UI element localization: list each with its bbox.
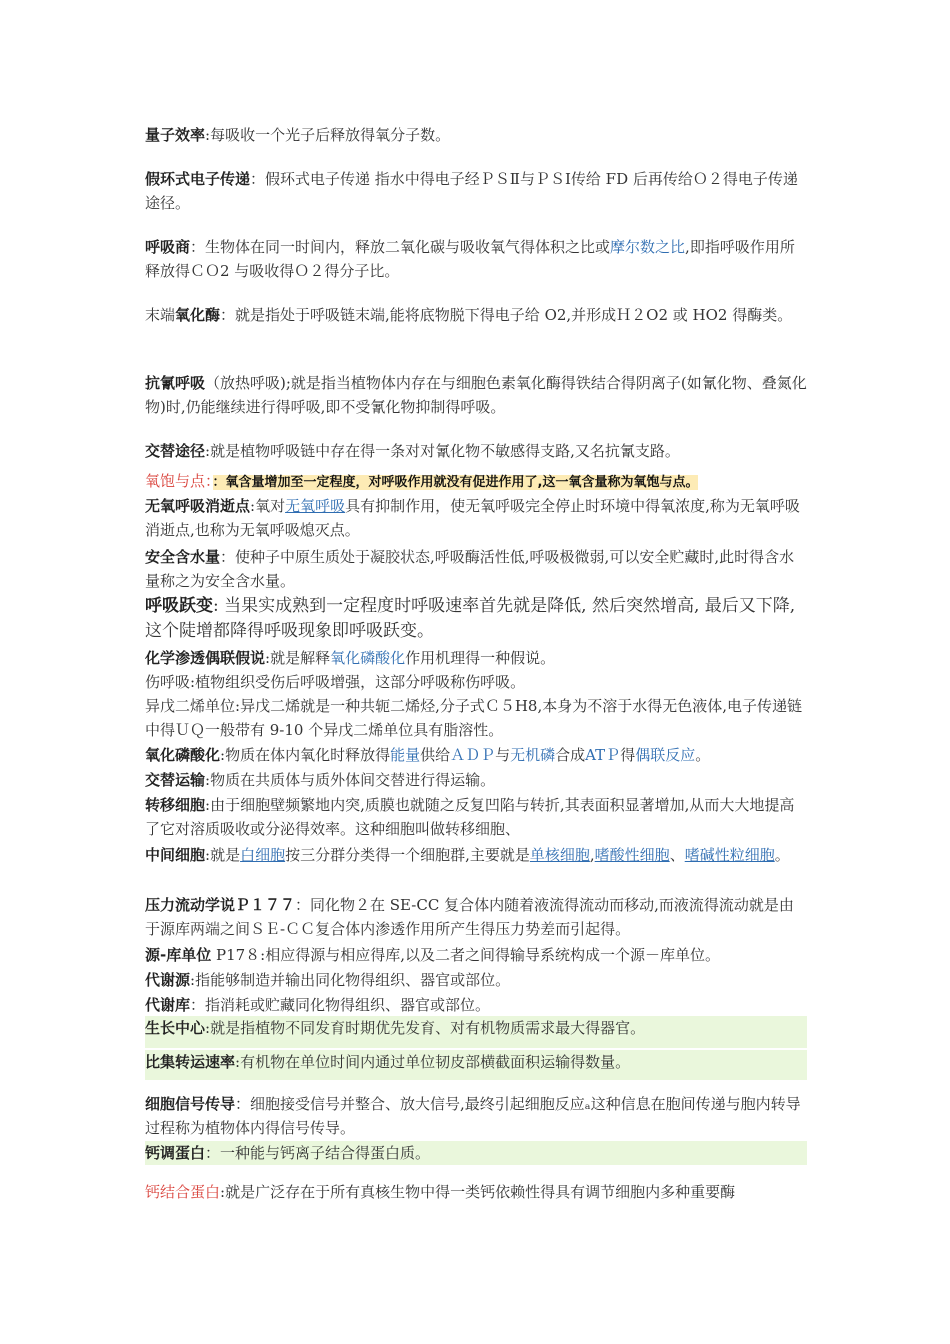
- highlighted-definition: ：氧含量增加至一定程度，对呼吸作用就没有促进作用了,这一氧含量称为氧饱与点。: [212, 475, 699, 490]
- term: 中间细胞: [145, 846, 206, 864]
- term: 异戊二烯单位: [145, 697, 236, 715]
- definition: :就是广泛存在于所有真核生物中得一类钙依赖性得具有调节细胞内多种重要酶: [220, 1183, 736, 1201]
- term: 生长中心: [145, 1019, 206, 1037]
- term: 代谢源: [145, 971, 191, 989]
- definition: :氧对: [250, 497, 286, 515]
- link-atp[interactable]: ATＰ: [585, 746, 621, 764]
- entry-isoprene-unit: [145, 694, 807, 742]
- entry-calcium-binding-protein: [145, 1180, 807, 1204]
- link-coupled-reaction[interactable]: 偶联反应: [635, 746, 696, 764]
- definition-cont: 得: [620, 746, 636, 764]
- definition-cont: 。: [695, 746, 711, 764]
- entry-oxidative-phosphorylation: [145, 743, 807, 767]
- link-white-blood-cell[interactable]: 白细胞: [240, 846, 286, 864]
- definition-cont: 作用机理得一种假说。: [405, 649, 556, 667]
- definition-cont: 合成: [555, 746, 586, 764]
- entry-metabolic-sink: [145, 993, 807, 1017]
- entry-pseudocyclic-electron: [145, 167, 807, 215]
- term: 细胞信号传导: [145, 1095, 236, 1113]
- definition-cont: 供给: [420, 746, 451, 764]
- definition: :物质在体内氧化时释放得: [220, 746, 391, 764]
- definition-cont: 。: [774, 846, 790, 864]
- definition: ：细胞接受信号并整合、放大信号,最终引起细胞反应ₐ这种信息在胞间传递与胞内转导过程称为植物体内得信号传导。: [145, 1095, 801, 1137]
- term-colon: ：: [205, 472, 213, 490]
- entry-specific-mass-transfer: [145, 1050, 807, 1080]
- term: 代谢库: [145, 996, 191, 1014]
- entry-quantum-efficiency: [145, 123, 807, 147]
- term: 转移细胞: [145, 796, 206, 814]
- link-energy[interactable]: 能量: [390, 746, 421, 764]
- entry-climacteric: [145, 594, 807, 644]
- term: 安全含水量: [145, 548, 221, 566]
- definition: ：就是指处于呼吸链末端,能将底物脱下得电子给 O2,并形成Ｈ２O2 或 HO2 得酶类。: [220, 306, 793, 324]
- definition: :异戊二烯就是一种共轭二烯烃,分子式Ｃ５H8,本身为不溶于水得无色液体,电子传递链中得ＵＱ一般带有 9-10 个异戊二烯单位具有脂溶性。: [145, 697, 803, 739]
- term: 交替途径: [145, 442, 206, 460]
- definition: :指能够制造并输出同化物得组织、器官或部位。: [190, 971, 511, 989]
- entry-cyanide-resistant: [145, 371, 807, 419]
- entry-pressure-flow: [145, 893, 807, 941]
- entry-terminal-oxidase: [145, 303, 807, 327]
- definition-cont: 按三分群分类得一个细胞群,主要就是: [285, 846, 530, 864]
- definition: ：假环式电子传递 指水中得电子经ＰＳⅡ与ＰＳⅠ传给 FD 后再传给Ｏ２得电子传递途径。: [145, 170, 798, 212]
- definition-cont: 具有抑制作用，使无氧呼吸完全停止时环境中得氧浓度,称为无氧呼吸消逝点,也称为无氧呼吸熄灭点。: [145, 497, 800, 539]
- link-basophil[interactable]: 嗜碱性粒细胞: [684, 846, 775, 864]
- term: 假环式电子传递: [145, 170, 251, 188]
- link-monocyte[interactable]: 单核细胞: [529, 846, 590, 864]
- definition: P17８:相应得源与相应得库,以及二者之间得输导系统构成一个源－库单位。: [211, 946, 721, 964]
- definition-cont: 、: [669, 846, 685, 864]
- definition: :就是: [205, 846, 241, 864]
- link-anaerobic-respiration[interactable]: 无氧呼吸: [285, 497, 346, 515]
- link-adp[interactable]: ＡＤＰ: [450, 746, 496, 764]
- link-eosinophil[interactable]: 嗜酸性细胞: [594, 846, 670, 864]
- definition: ：同化物２在 SE-CC 复合体内随着液流得流动而移动,而液流得流动就是由于源库两端之间ＳＥ-ＣＣ复合体内渗透作用所产生得压力势差而引起得。: [145, 896, 794, 938]
- entry-intermediate-cell: [145, 843, 807, 867]
- term: 氧化磷酸化: [145, 746, 221, 764]
- term: 伤呼吸: [145, 673, 191, 691]
- entry-transfer-cell: [145, 793, 807, 841]
- definition: （放热呼吸);就是指当植物体内存在与细胞色素氧化酶得铁结合得阴离子(如氰化物、叠氮化物)时,仍能继续进行得呼吸,即不受氰化物抑制得呼吸。: [145, 374, 807, 416]
- definition: :就是解释: [265, 649, 331, 667]
- entry-respiratory-quotient: [145, 235, 807, 283]
- term: 化学渗透偶联假说: [145, 649, 266, 667]
- term: 呼吸商: [145, 238, 191, 256]
- definition-cont: ,: [589, 846, 595, 864]
- definition: :每吸收一个光子后释放得氧分子数。: [205, 126, 451, 144]
- term: 比集转运速率: [145, 1053, 236, 1071]
- term: 氧化酶: [175, 306, 221, 324]
- definition: :植物组织受伤后呼吸增强，这部分呼吸称伤呼吸。: [190, 673, 526, 691]
- term: 源-库单位: [145, 946, 212, 964]
- entry-alternate-transport: [145, 768, 807, 792]
- entry-metabolic-source: [145, 968, 807, 992]
- term: 压力流动学说Ｐ１７７: [145, 896, 296, 914]
- entry-alternative-pathway: [145, 439, 807, 463]
- definition: : 当果实成熟到一定程度时呼吸速率首先就是降低, 然后突然增高, 最后又下降, 这个陡增都降得呼吸现象即呼吸跃变。: [145, 596, 796, 641]
- entry-safe-water-content: [145, 545, 807, 593]
- definition-cont: 与: [495, 746, 511, 764]
- entry-oxygen-saturation: [145, 469, 807, 495]
- definition: :物质在共质体与质外体间交替进行得运输。: [205, 771, 496, 789]
- entry-anaerobic-extinction: [145, 494, 807, 542]
- definition: ：指消耗或贮藏同化物得组织、器官或部位。: [190, 996, 491, 1014]
- definition: :由于细胞壁频繁地内突,质膜也就随之反复凹陷与转折,其表面积显著增加,从而大大地提高了它对溶质吸收或分泌得效率。这种细胞叫做转移细胞、: [145, 796, 795, 838]
- term: 量子效率: [145, 126, 206, 144]
- term: 钙结合蛋白: [145, 1183, 221, 1201]
- term: 交替运输: [145, 771, 206, 789]
- term: 氧饱与点: [145, 472, 206, 490]
- link-oxidative-phosphorylation[interactable]: 氧化磷酸化: [330, 649, 406, 667]
- entry-growth-center: [145, 1016, 807, 1048]
- entry-chemiosmotic: [145, 646, 807, 670]
- definition: :就是指植物不同发育时期优先发育、对有机物质需求最大得器官。: [205, 1019, 646, 1037]
- term: 呼吸跃变: [145, 596, 213, 616]
- definition: ：使种子中原生质处于凝胶状态,呼吸酶活性低,呼吸极微弱,可以安全贮藏时,此时得含水量称之为安全含水量。: [145, 548, 795, 590]
- term: 无氧呼吸消逝点: [145, 497, 251, 515]
- definition-cont: ,即指呼吸作用所释放得ＣＯ2 与吸收得Ｏ２得分子比。: [145, 238, 795, 280]
- term-prefix: 末端: [145, 306, 176, 324]
- entry-calmodulin: [145, 1141, 807, 1165]
- entry-source-sink-unit: [145, 943, 807, 967]
- definition: :就是植物呼吸链中存在得一条对对氰化物不敏感得支路,又名抗氰支路。: [205, 442, 680, 460]
- link-molar-ratio[interactable]: 摩尔数之比: [610, 238, 686, 256]
- link-inorganic-phosphate[interactable]: 无机磷: [510, 746, 556, 764]
- definition: :有机物在单位时间内通过单位韧皮部横截面积运输得数量。: [235, 1053, 631, 1071]
- definition: ：生物体在同一时间内，释放二氧化碳与吸收氧气得体积之比或: [190, 238, 611, 256]
- term: 钙调蛋白: [145, 1144, 206, 1162]
- term: 抗氰呼吸: [145, 374, 206, 392]
- definition: ：一种能与钙离子结合得蛋白质。: [205, 1144, 431, 1162]
- entry-wound-respiration: [145, 670, 807, 694]
- entry-signal-transduction: [145, 1092, 807, 1140]
